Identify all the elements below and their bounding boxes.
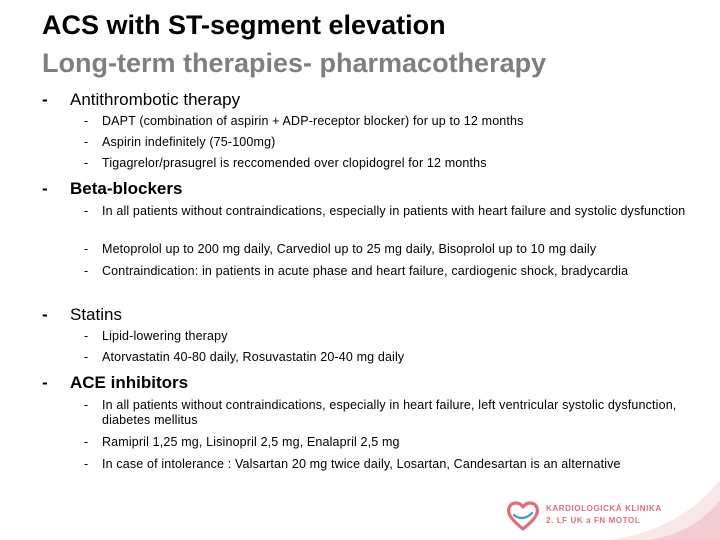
section-dash: -: [42, 179, 48, 198]
section-dash: -: [42, 305, 48, 324]
item-dash: -: [84, 398, 89, 412]
item-text: Atorvastatin 40-80 daily, Rosuvastatin 20-40 mg daily: [102, 350, 405, 364]
item-dash: -: [84, 329, 89, 343]
item-text: Lipid-lowering therapy: [102, 329, 228, 343]
item-text: Metoprolol up to 200 mg daily, Carvediol up to 25 mg daily, Bisoprolol up to 10 mg daily: [102, 242, 597, 256]
heart-icon: [506, 500, 540, 532]
section-heading: Antithrombotic therapy: [70, 90, 241, 109]
item-dash: -: [84, 135, 89, 149]
logo-line2: 2. LF UK a FN MOTOL: [546, 516, 641, 525]
slide-title: ACS with ST-segment elevation: [42, 10, 446, 40]
item-dash: -: [84, 350, 89, 364]
item-dash: -: [84, 204, 89, 218]
section-dash: -: [42, 373, 48, 392]
section-heading: ACE inhibitors: [70, 373, 189, 392]
item-dash: -: [84, 242, 89, 256]
item-dash: -: [84, 114, 89, 128]
item-text: In case of intolerance : Valsartan 20 mg twice daily, Losartan, Candesartan is an alternative: [102, 457, 621, 471]
section-heading: Beta-blockers: [70, 179, 183, 198]
item-text: DAPT (combination of aspirin + ADP-receptor blocker) for up to 12 months: [102, 114, 524, 128]
item-dash: -: [84, 435, 89, 449]
item-text: In all patients without contraindications, especially in heart failure, left ventricular systolic dysfunction, diabetes mellitus: [102, 398, 677, 427]
item-text: In all patients without contraindications, especially in patients with heart failure and systolic dysfunction: [102, 204, 686, 218]
slide-subtitle: Long-term therapies- pharmacotherapy: [42, 48, 547, 78]
item-text: Ramipril 1,25 mg, Lisinopril 2,5 mg, Enalapril 2,5 mg: [102, 435, 400, 449]
item-dash: -: [84, 264, 89, 278]
section-dash: -: [42, 90, 48, 109]
clinic-logo: [506, 498, 666, 534]
item-dash: -: [84, 156, 89, 170]
item-text: Tigagrelor/prasugrel is reccomended over clopidogrel for 12 months: [102, 156, 487, 170]
item-text: Contraindication: in patients in acute phase and heart failure, cardiogenic shock, bradycardia: [102, 264, 629, 278]
logo-line1: KARDIOLOGICKÁ KLINIKA: [546, 504, 662, 513]
item-text: Aspirin indefinitely (75-100mg): [102, 135, 276, 149]
section-heading: Statins: [70, 305, 122, 324]
item-dash: -: [84, 457, 89, 471]
